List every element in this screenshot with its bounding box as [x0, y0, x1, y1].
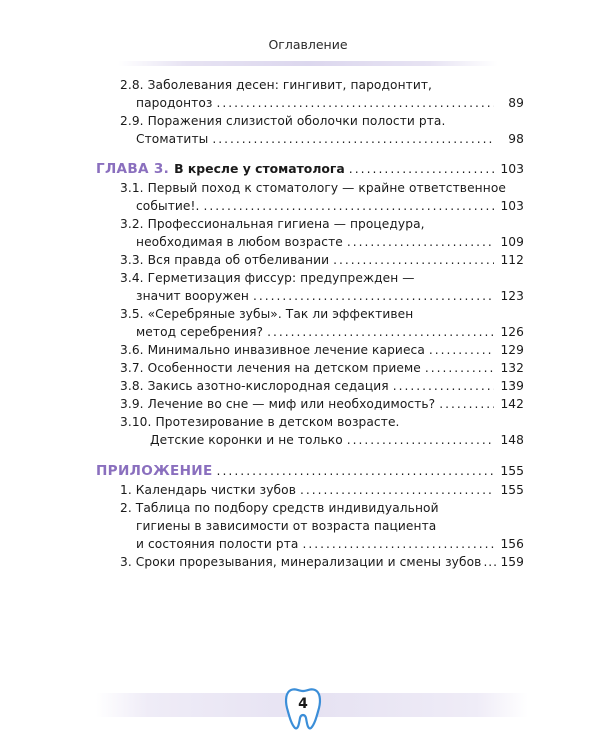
toc-appendix-2[interactable]	[120, 499, 524, 553]
toc-page-number: 103	[500, 161, 524, 176]
toc-page-number: 98	[508, 132, 524, 146]
toc-page-number: 148	[500, 433, 524, 447]
toc-entry-text: метод серебрения?	[136, 325, 264, 339]
toc-entry-text: 3.2. Профессиональная гигиена — процедура,	[120, 217, 425, 231]
chapter-title: В кресле у стоматолога	[174, 161, 345, 176]
toc-page-number: 109	[500, 235, 524, 249]
leader-dots	[393, 377, 494, 395]
toc-page-number: 89	[508, 96, 524, 110]
toc-entry-text: событие!.	[136, 199, 200, 213]
toc-entry-text: 3.4. Герметизация фиссур: предупрежден —	[120, 271, 415, 285]
page-number: 4	[298, 696, 308, 712]
leader-dots	[253, 287, 494, 305]
toc-page-number: 156	[500, 537, 524, 551]
toc-page-number: 142	[500, 397, 524, 411]
toc-entry-3-9[interactable]	[120, 395, 524, 413]
appendix-label: ПРИЛОЖЕНИЕ	[96, 463, 213, 479]
leader-dots	[267, 323, 494, 341]
leader-dots	[429, 341, 494, 359]
toc-entry-3-1[interactable]	[120, 179, 524, 215]
toc-entry-text: Детские коронки и не только	[150, 433, 343, 447]
leader-dots	[347, 233, 494, 251]
toc-page-number: 155	[500, 483, 524, 497]
leader-dots	[300, 481, 494, 499]
toc-entry-2-8[interactable]	[120, 76, 524, 112]
toc-page-number: 103	[500, 199, 524, 213]
leader-dots	[425, 359, 494, 377]
leader-dots	[333, 251, 494, 269]
toc-entry-3-10[interactable]	[120, 413, 524, 449]
toc-entry-3-6[interactable]	[120, 341, 524, 359]
toc-entry-3-5[interactable]	[120, 305, 524, 341]
page-title: Оглавление	[268, 37, 348, 52]
toc-entry-text: Стоматиты	[136, 132, 209, 146]
toc-entry-text: 3.8. Закись азотно-кислородная седация	[120, 379, 389, 393]
leader-dots	[203, 197, 494, 215]
toc-page-number: 112	[500, 253, 524, 267]
toc-entry-2-9[interactable]	[120, 112, 524, 148]
toc-entry-text: 3.5. «Серебряные зубы». Так ли эффективен	[120, 307, 414, 321]
toc-entry-text: 2.9. Поражения слизистой оболочки полости рта.	[120, 114, 446, 128]
toc-page-number: 129	[500, 343, 524, 357]
toc-page-number: 159	[500, 555, 524, 569]
chapter-label: ГЛАВА 3.	[96, 161, 170, 177]
toc-page-number: 123	[500, 289, 524, 303]
toc-entry-3-4[interactable]	[120, 269, 524, 305]
toc-entry-text: 3.9. Лечение во сне — миф или необходимость?	[120, 397, 436, 411]
toc-appendix-3[interactable]	[120, 553, 524, 571]
leader-dots	[303, 535, 494, 553]
toc-entry-text: 2.8. Заболевания десен: гингивит, пародонтит,	[120, 78, 433, 92]
toc-entry-3-7[interactable]	[120, 359, 524, 377]
toc-entry-3-2[interactable]	[120, 215, 524, 251]
leader-dots	[217, 462, 494, 480]
toc-entry-text: и состояния полости рта	[136, 537, 299, 551]
page-header	[118, 28, 498, 66]
toc-entry-text: 3.7. Особенности лечения на детском приеме	[120, 361, 421, 375]
toc-chapter-3[interactable]	[96, 160, 524, 178]
toc-entry-text: гигиены в зависимости от возраста пациента	[136, 519, 437, 533]
toc-page-number: 155	[500, 463, 524, 478]
toc-entry-text: необходимая в любом возрасте	[136, 235, 343, 249]
toc-entry-text: значит вооружен	[136, 289, 250, 303]
toc-entry-3-8[interactable]	[120, 377, 524, 395]
toc-entry-text: 3.1. Первый поход к стоматологу — крайне ответственное	[120, 181, 506, 195]
toc-entry-3-3[interactable]	[120, 251, 524, 269]
toc-entry-text: 1. Календарь чистки зубов	[120, 483, 296, 497]
toc-entry-text: 3.6. Минимально инвазивное лечение кариеса	[120, 343, 425, 357]
toc-entry-text: 2. Таблица по подбору средств индивидуальной	[120, 501, 439, 515]
toc-page-number: 126	[500, 325, 524, 339]
toc-entry-text: 3.10. Протезирование в детском возрасте.	[120, 415, 400, 429]
toc-page-number: 139	[500, 379, 524, 393]
leader-dots	[483, 553, 496, 571]
leader-dots	[349, 160, 494, 178]
toc-page-number: 132	[500, 361, 524, 375]
toc-appendix-1[interactable]	[120, 481, 524, 499]
toc-entry-text: пародонтоз	[136, 96, 213, 110]
leader-dots	[347, 431, 494, 449]
header-divider	[118, 61, 498, 66]
leader-dots	[217, 94, 494, 112]
leader-dots	[439, 395, 494, 413]
leader-dots	[212, 130, 494, 148]
toc-entry-text: 3.3. Вся правда об отбеливании	[120, 253, 330, 267]
toc-appendix[interactable]	[96, 462, 524, 480]
toc-entry-text: 3. Сроки прорезывания, минерализации и смены зубов	[120, 555, 482, 569]
